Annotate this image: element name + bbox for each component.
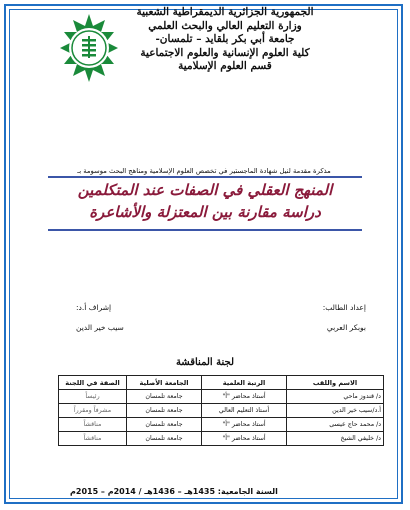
subject-line: مذكرة مقدمة لنيل شهادة الماجستير في تخصص العلوم الإسلامية ومناهج البحث موسومة بـ: [77, 167, 331, 175]
member-rank: أستاذ محاضر "أ": [202, 390, 287, 404]
title-bottom-rule: [48, 229, 362, 231]
member-university: جامعة تلمسان: [127, 432, 202, 446]
thesis-title-line2: دراسة مقارنة بين المعتزلة والأشاعرة: [89, 203, 321, 221]
academic-year: السنة الجامعية: 1435هـ – 1436هـ / 2014م – 2015م: [70, 487, 278, 496]
member-name: د/ خليفي الشيخ: [287, 432, 384, 446]
student-label: إعداد الطالب:: [322, 303, 366, 312]
member-name: أ.د/سيب خير الدين: [287, 404, 384, 418]
member-role: مشرفاً ومقرراً: [59, 404, 127, 418]
student-name: بوبكر العربي: [326, 323, 366, 332]
header-ministry: وزارة التعليم العالي والبحث العلمي: [148, 19, 302, 32]
member-rank: أستاذ محاضر "أ": [202, 418, 287, 432]
member-university: جامعة تلمسان: [127, 390, 202, 404]
member-name: د/ محمد حاج عيسى: [287, 418, 384, 432]
member-university: جامعة تلمسان: [127, 404, 202, 418]
header-department: قسم العلوم الإسلامية: [178, 60, 272, 72]
table-row: [59, 432, 384, 446]
member-rank: أستاذ التعليم العالي: [202, 404, 287, 418]
header-university: جامعة أبي بكر بلقايد – تلمسان-: [155, 33, 295, 45]
committee-header-row: [59, 376, 384, 390]
member-role: رئيساً: [59, 390, 127, 404]
member-name: د/ قندوز ماحي: [287, 390, 384, 404]
member-role: مناقشاً: [59, 432, 127, 446]
member-rank: أستاذ محاضر "أ": [202, 432, 287, 446]
committee-title: لجنة المناقشة: [175, 357, 235, 368]
col-header-rank: الرتبة العلمية: [202, 376, 287, 390]
member-university: جامعة تلمسان: [127, 418, 202, 432]
table-row: [59, 404, 384, 418]
col-header-role: الصفة في اللجنة: [59, 376, 127, 390]
col-header-university: الجامعة الأصلية: [127, 376, 202, 390]
table-row: [59, 418, 384, 432]
supervisor-label: إشراف أ.د:: [76, 303, 112, 312]
member-role: مناقشاً: [59, 418, 127, 432]
supervisor-name: سيب خير الدين: [76, 323, 124, 332]
table-row: [59, 390, 384, 404]
committee-table: [58, 375, 384, 446]
institution-header: [110, 6, 340, 74]
header-republic: الجمهورية الجزائرية الديمقراطية الشعبية: [136, 6, 314, 18]
col-header-name: الاسم واللقب: [287, 376, 384, 390]
header-faculty: كلية العلوم الإنسانية والعلوم الاجتماعية: [140, 46, 310, 59]
thesis-title: [60, 179, 350, 223]
thesis-title-line1: المنهج العقلي في الصفات عند المتكلمين: [77, 181, 333, 199]
title-top-rule: [48, 176, 362, 178]
